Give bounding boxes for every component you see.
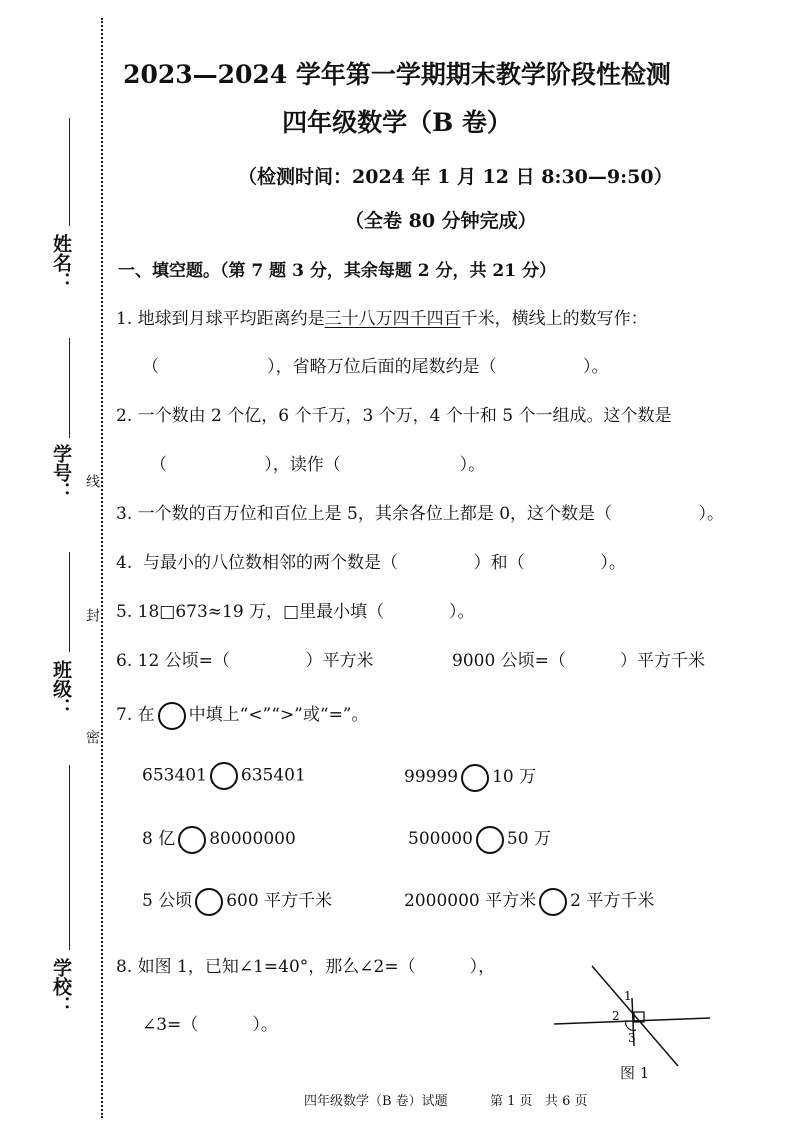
compare-circle bbox=[158, 702, 186, 730]
compare-row-3a bbox=[142, 886, 332, 916]
question-3: 3. 一个数的百万位和百位上是 5，其余各位上都是 0，这个数是（ ）。 bbox=[116, 504, 725, 524]
compare-row-1b bbox=[404, 762, 536, 792]
compare-right: 600 平方千米 bbox=[226, 891, 333, 911]
footer-title: 四年级数学（B 卷）试题 bbox=[304, 1094, 448, 1109]
compare-left: 8 亿 bbox=[142, 829, 176, 849]
seal-feng: 封 bbox=[84, 608, 100, 622]
compare-right: 80000000 bbox=[209, 829, 296, 849]
compare-row-1a bbox=[142, 762, 306, 790]
compare-left: 99999 bbox=[404, 767, 459, 787]
compare-circle[interactable] bbox=[461, 764, 489, 792]
figure-1-caption: 图 1 bbox=[620, 1064, 650, 1082]
compare-left: 5 公顷 bbox=[142, 891, 193, 911]
compare-circle[interactable] bbox=[539, 888, 567, 916]
question-7 bbox=[116, 700, 369, 730]
compare-right: 2 平方千米 bbox=[570, 891, 655, 911]
compare-circle[interactable] bbox=[195, 888, 223, 916]
figure-1-diagram bbox=[550, 962, 720, 1072]
compare-right: 10 万 bbox=[492, 767, 537, 787]
compare-circle[interactable] bbox=[210, 762, 238, 790]
compare-left: 653401 bbox=[142, 765, 207, 786]
footer-page: 第 1 页 共 6 页 bbox=[490, 1094, 588, 1109]
q1-pre: 1. 地球到月球平均距离约是 bbox=[116, 309, 325, 329]
exam-duration: （全卷 80 分钟完成） bbox=[345, 210, 537, 232]
question-4: 4. 与最小的八位数相邻的两个数是（ ）和（ ）。 bbox=[116, 553, 626, 573]
class-blank-line bbox=[69, 552, 70, 652]
compare-left: 500000 bbox=[408, 829, 473, 849]
compare-right: 50 万 bbox=[506, 829, 551, 849]
exam-title: 2023—2024 学年第一学期期末教学阶段性检测 bbox=[123, 60, 671, 89]
figure-label-1: 1 bbox=[624, 989, 632, 1003]
section-heading: 一、填空题。（第 7 题 3 分，其余每题 2 分，共 21 分） bbox=[118, 261, 556, 281]
compare-right: 635401 bbox=[240, 765, 306, 786]
q1-post: 千米，横线上的数写作： bbox=[460, 309, 648, 329]
question-2-line-1: 2. 一个数由 2 个亿，6 个千万，3 个万，4 个十和 5 个一组成。这个数是 bbox=[116, 406, 672, 426]
question-6a: 6. 12 公顷=（ ）平方米 bbox=[116, 651, 374, 671]
compare-row-3b bbox=[404, 886, 654, 916]
school-blank-line bbox=[69, 765, 70, 950]
compare-row-2b bbox=[408, 824, 551, 854]
exam-time: （检测时间：2024 年 1 月 12 日 8:30—9:50） bbox=[238, 166, 673, 188]
compare-row-2a bbox=[142, 824, 296, 854]
question-5: 5. 18□673≈19 万，□里最小填（ ）。 bbox=[116, 602, 475, 622]
figure-label-3: 3 bbox=[628, 1031, 636, 1045]
question-1-line-1 bbox=[116, 304, 648, 329]
question-8-line-1: 8. 如图 1，已知∠1=40°，那么∠2=（ ）， bbox=[116, 957, 496, 977]
exam-subtitle: 四年级数学（B 卷） bbox=[282, 108, 512, 137]
figure-diagonal-line bbox=[592, 966, 678, 1066]
q7-post: 中填上“<”“>”或“=”。 bbox=[188, 705, 369, 725]
seal-mi: 密 bbox=[84, 730, 100, 744]
figure-label-2: 2 bbox=[612, 1009, 620, 1023]
question-8-line-2: ∠3=（ ）。 bbox=[142, 1015, 278, 1035]
question-1-line-2: （ ），省略万位后面的尾数约是（ ）。 bbox=[142, 357, 609, 377]
student-id-label: 学号： bbox=[50, 444, 72, 501]
figure-horizontal-line bbox=[554, 1018, 710, 1024]
school-label: 学校： bbox=[50, 958, 72, 1015]
compare-circle[interactable] bbox=[476, 826, 504, 854]
compare-left: 2000000 平方米 bbox=[404, 891, 537, 911]
seal-xian: 线 bbox=[84, 474, 100, 488]
binding-dotted-line bbox=[101, 18, 103, 1118]
q7-pre: 7. 在 bbox=[116, 705, 155, 725]
q1-underlined: 三十八万四千四百 bbox=[324, 309, 461, 329]
compare-circle[interactable] bbox=[178, 826, 206, 854]
question-6b: 9000 公顷=（ ）平方千米 bbox=[452, 651, 705, 671]
question-2-line-2: （ ），读作（ ）。 bbox=[150, 455, 486, 475]
name-label: 姓名： bbox=[50, 234, 72, 291]
class-label: 班级： bbox=[50, 660, 72, 717]
student-id-blank-line bbox=[69, 338, 70, 438]
